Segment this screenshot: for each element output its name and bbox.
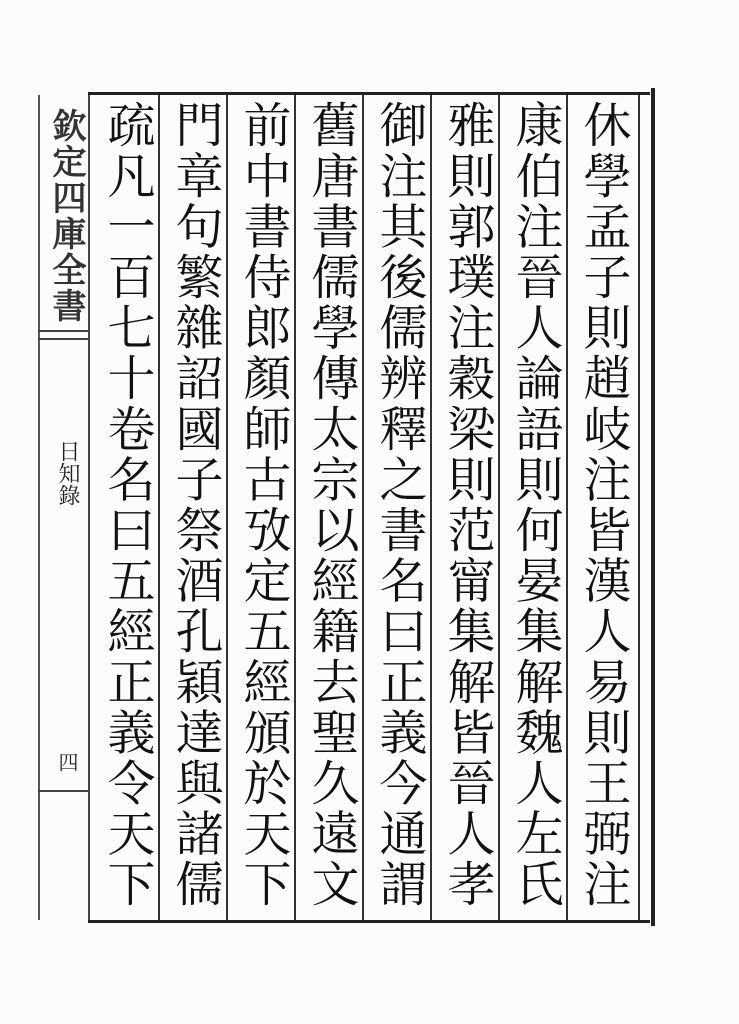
column-rule xyxy=(498,95,500,920)
column-rule xyxy=(158,95,160,920)
gutter-book-title: 日知錄 xyxy=(55,440,80,506)
column-rule xyxy=(430,95,432,920)
column-rule xyxy=(566,95,568,920)
column-rule xyxy=(226,95,228,920)
gutter-fishtail-mark xyxy=(38,338,90,340)
text-column: 御注其後儒辨釋之書名曰正義今通謂 xyxy=(371,100,427,910)
text-column: 舊唐書儒學傳太宗以經籍去聖久遠文 xyxy=(303,100,359,910)
gutter-fishtail-mark xyxy=(38,790,90,792)
gutter-outer-rule xyxy=(38,95,40,920)
frame-bottom-border xyxy=(88,920,650,923)
frame-right-inner-border xyxy=(638,95,640,920)
gutter-inner-rule xyxy=(88,95,90,920)
gutter-fishtail-mark xyxy=(38,330,90,332)
gutter-page-number: 四 xyxy=(55,752,79,772)
text-column: 康伯注晉人論語則何晏集解魏人左氏 xyxy=(507,100,563,910)
column-rule xyxy=(362,95,364,920)
column-rule xyxy=(294,95,296,920)
frame-right-border xyxy=(651,88,655,926)
gutter-collection-title: 欽定四庫全書 xyxy=(46,108,86,324)
text-column: 雅則郭璞注穀梁則范甯集解皆晉人孝 xyxy=(439,100,495,910)
text-column: 疏凡一百七十卷名曰五經正義令天下 xyxy=(99,100,155,910)
text-column: 門章句繁雜詔國子祭酒孔穎達與諸儒 xyxy=(167,100,223,910)
text-column: 前中書侍郎顏師古攷定五經頒於天下 xyxy=(235,100,291,910)
text-column: 休學孟子則趙岐注皆漢人易則王弼注 xyxy=(575,100,631,910)
